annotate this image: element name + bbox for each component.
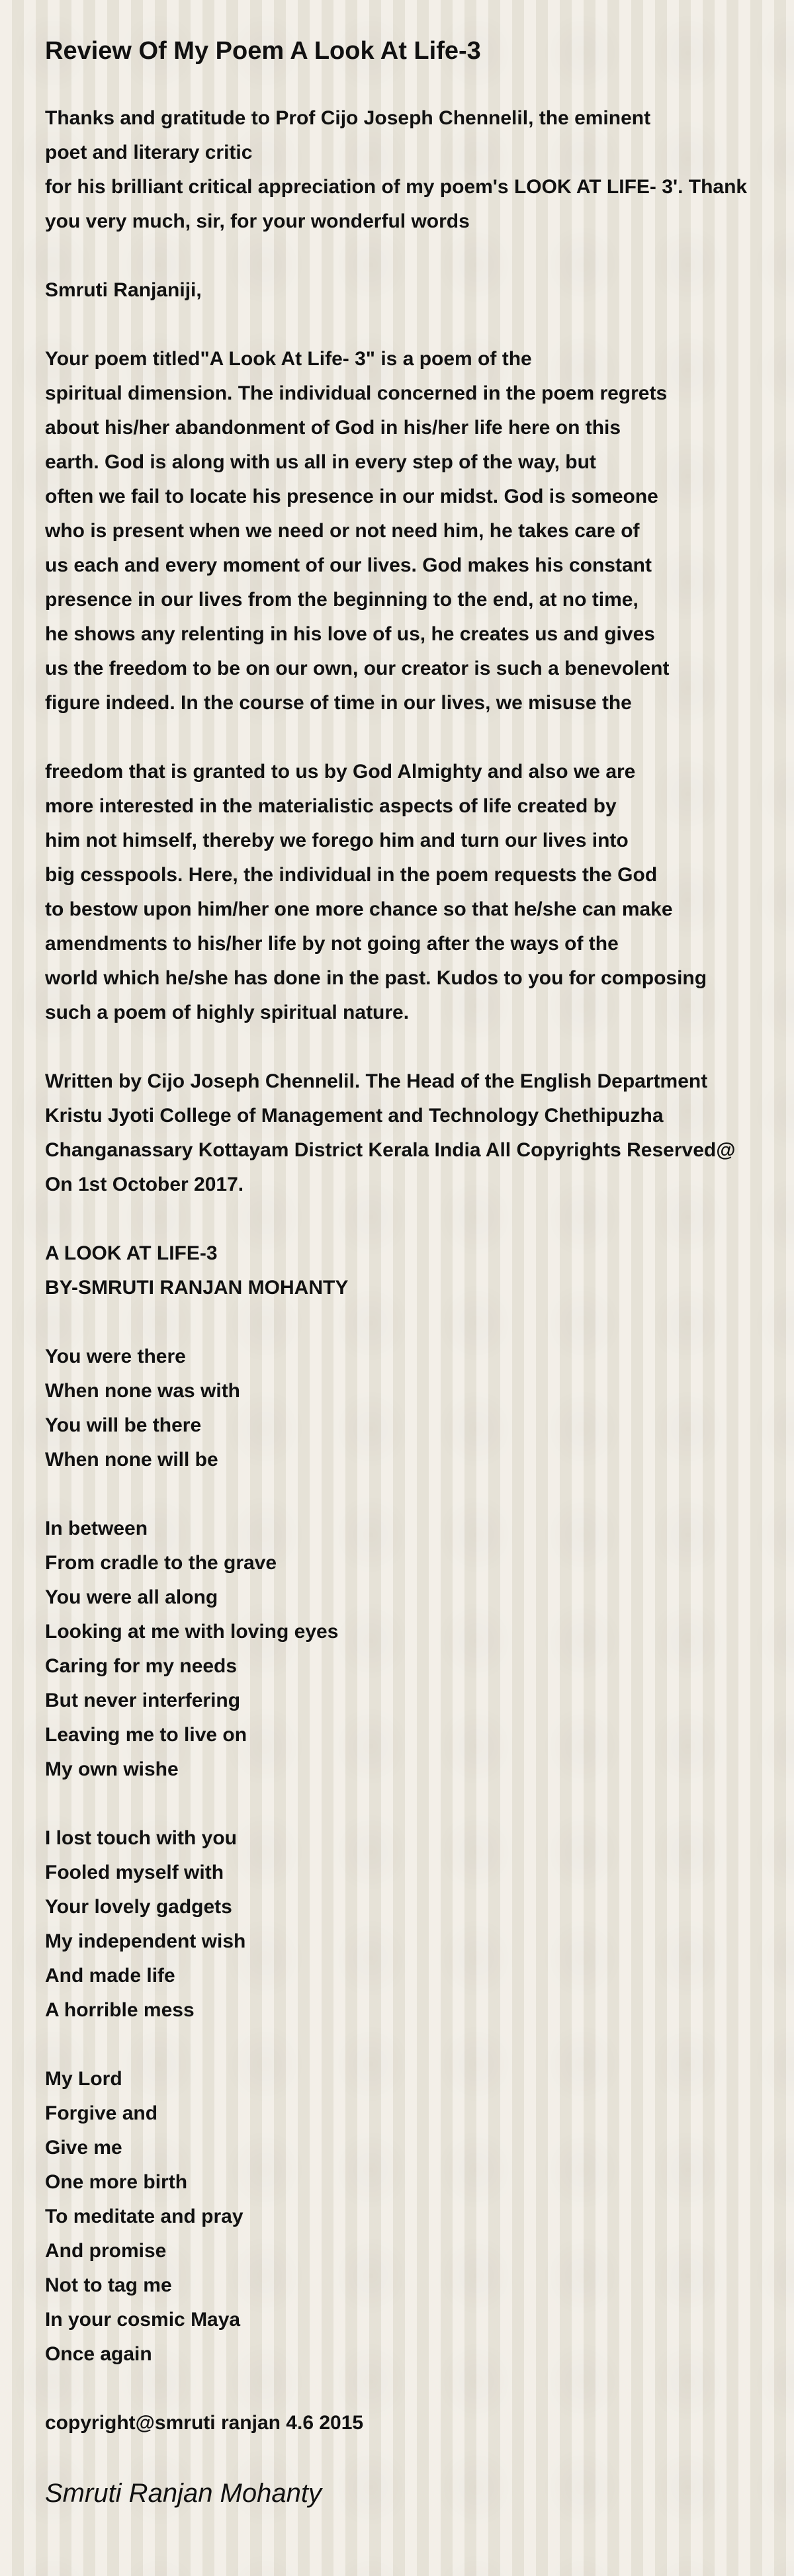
text-line: copyright@smruti ranjan 4.6 2015 — [45, 2412, 364, 2434]
stanza-gap — [45, 1305, 794, 1340]
poem-page — [45, 32, 794, 2576]
stanza-gap — [45, 1202, 794, 1236]
text-line: earth. God is along with us all in every step of the way, but — [45, 451, 596, 473]
stanza-gap — [45, 239, 794, 273]
text-line: Caring for my needs — [45, 1655, 238, 1677]
stanza-gap — [45, 2372, 794, 2406]
text-line: When none will be — [45, 1449, 218, 1471]
author-signature: Smruti Ranjan Mohanty — [45, 2479, 322, 2508]
text-line: more interested in the materialistic aspects of life created by — [45, 795, 617, 817]
text-line: often we fail to locate his presence in our midst. God is someone — [45, 486, 658, 507]
text-line: about his/her abandonment of God in his/her life here on this — [45, 417, 621, 439]
text-line: big cesspools. Here, the individual in the poem requests the God — [45, 864, 658, 886]
text-line: Smruti Ranjaniji, — [45, 279, 202, 301]
text-line: Leaving me to live on — [45, 1724, 247, 1746]
stanza-gap — [45, 308, 794, 342]
text-line: you very much, sir, for your wonderful words — [45, 210, 470, 232]
text-line: us each and every moment of our lives. God makes his constant — [45, 554, 652, 576]
stanza-gap — [45, 1030, 794, 1064]
text-line: My Lord — [45, 2068, 122, 2090]
text-line: One more birth — [45, 2171, 188, 2193]
text-line: Fooled myself with — [45, 1862, 224, 1883]
poem-body — [45, 101, 794, 2440]
text-line: A horrible mess — [45, 1999, 195, 2021]
text-line: amendments to his/her life by not going after the ways of the — [45, 933, 619, 955]
text-line: who is present when we need or not need him, he takes care of — [45, 520, 640, 542]
text-line: for his brilliant critical appreciation of my poem's LOOK AT LIFE- 3'. Thank — [45, 176, 748, 198]
text-line: And promise — [45, 2240, 167, 2262]
text-line: In between — [45, 1518, 148, 1539]
stanza-gap — [45, 1477, 794, 1512]
text-line: figure indeed. In the course of time in our lives, we misuse the — [45, 692, 632, 714]
stanza-gap — [45, 720, 794, 755]
text-line: Forgive and — [45, 2102, 158, 2124]
text-line: to bestow upon him/her one more chance so that he/she can make — [45, 898, 673, 920]
text-line: My own wishe — [45, 1758, 179, 1780]
text-line: spiritual dimension. The individual concerned in the poem regrets — [45, 382, 668, 404]
text-line: My independent wish — [45, 1930, 246, 1952]
text-line: he shows any relenting in his love of us, he creates us and gives — [45, 623, 655, 645]
text-line: Written by Cijo Joseph Chennelil. The Head of the English Department — [45, 1070, 708, 1092]
text-line: Changanassary Kottayam District Kerala India All Copyrights Reserved@ — [45, 1139, 736, 1161]
text-line: You were all along — [45, 1586, 218, 1608]
text-line: On 1st October 2017. — [45, 1174, 244, 1195]
text-line: Once again — [45, 2343, 152, 2365]
text-line: BY-SMRUTI RANJAN MOHANTY — [45, 1277, 349, 1299]
text-line: From cradle to the grave — [45, 1552, 277, 1574]
text-line: Your poem titled"A Look At Life- 3" is a poem of the — [45, 348, 532, 370]
stanza-gap — [45, 2028, 794, 2062]
text-line: us the freedom to be on our own, our creator is such a benevolent — [45, 658, 670, 679]
text-line: Looking at me with loving eyes — [45, 1621, 339, 1643]
text-line: Not to tag me — [45, 2274, 172, 2296]
text-line: In your cosmic Maya — [45, 2309, 241, 2331]
text-line: such a poem of highly spiritual nature. — [45, 1002, 410, 1023]
text-line: To meditate and pray — [45, 2206, 243, 2227]
text-line: You were there — [45, 1346, 186, 1367]
text-line: I lost touch with you — [45, 1827, 237, 1849]
text-line: presence in our lives from the beginning to the end, at no time, — [45, 589, 639, 611]
text-line: Your lovely gadgets — [45, 1896, 232, 1918]
text-line: poet and literary critic — [45, 142, 253, 163]
text-line: Give me — [45, 2137, 122, 2159]
text-line: A LOOK AT LIFE-3 — [45, 1242, 218, 1264]
text-line: freedom that is granted to us by God Almighty and also we are — [45, 761, 636, 783]
page-title: Review Of My Poem A Look At Life-3 — [45, 37, 481, 65]
text-line: Thanks and gratitude to Prof Cijo Joseph Chennelil, the eminent — [45, 107, 651, 129]
text-line: But never interfering — [45, 1690, 241, 1711]
text-line: And made life — [45, 1965, 175, 1987]
text-line: You will be there — [45, 1414, 202, 1436]
stanza-gap — [45, 1787, 794, 1821]
text-line: world which he/she has done in the past. Kudos to you for composing — [45, 967, 707, 989]
text-line: When none was with — [45, 1380, 241, 1402]
text-line: Kristu Jyoti College of Management and Technology Chethipuzha — [45, 1105, 664, 1127]
text-line: him not himself, thereby we forego him and turn our lives into — [45, 830, 629, 851]
